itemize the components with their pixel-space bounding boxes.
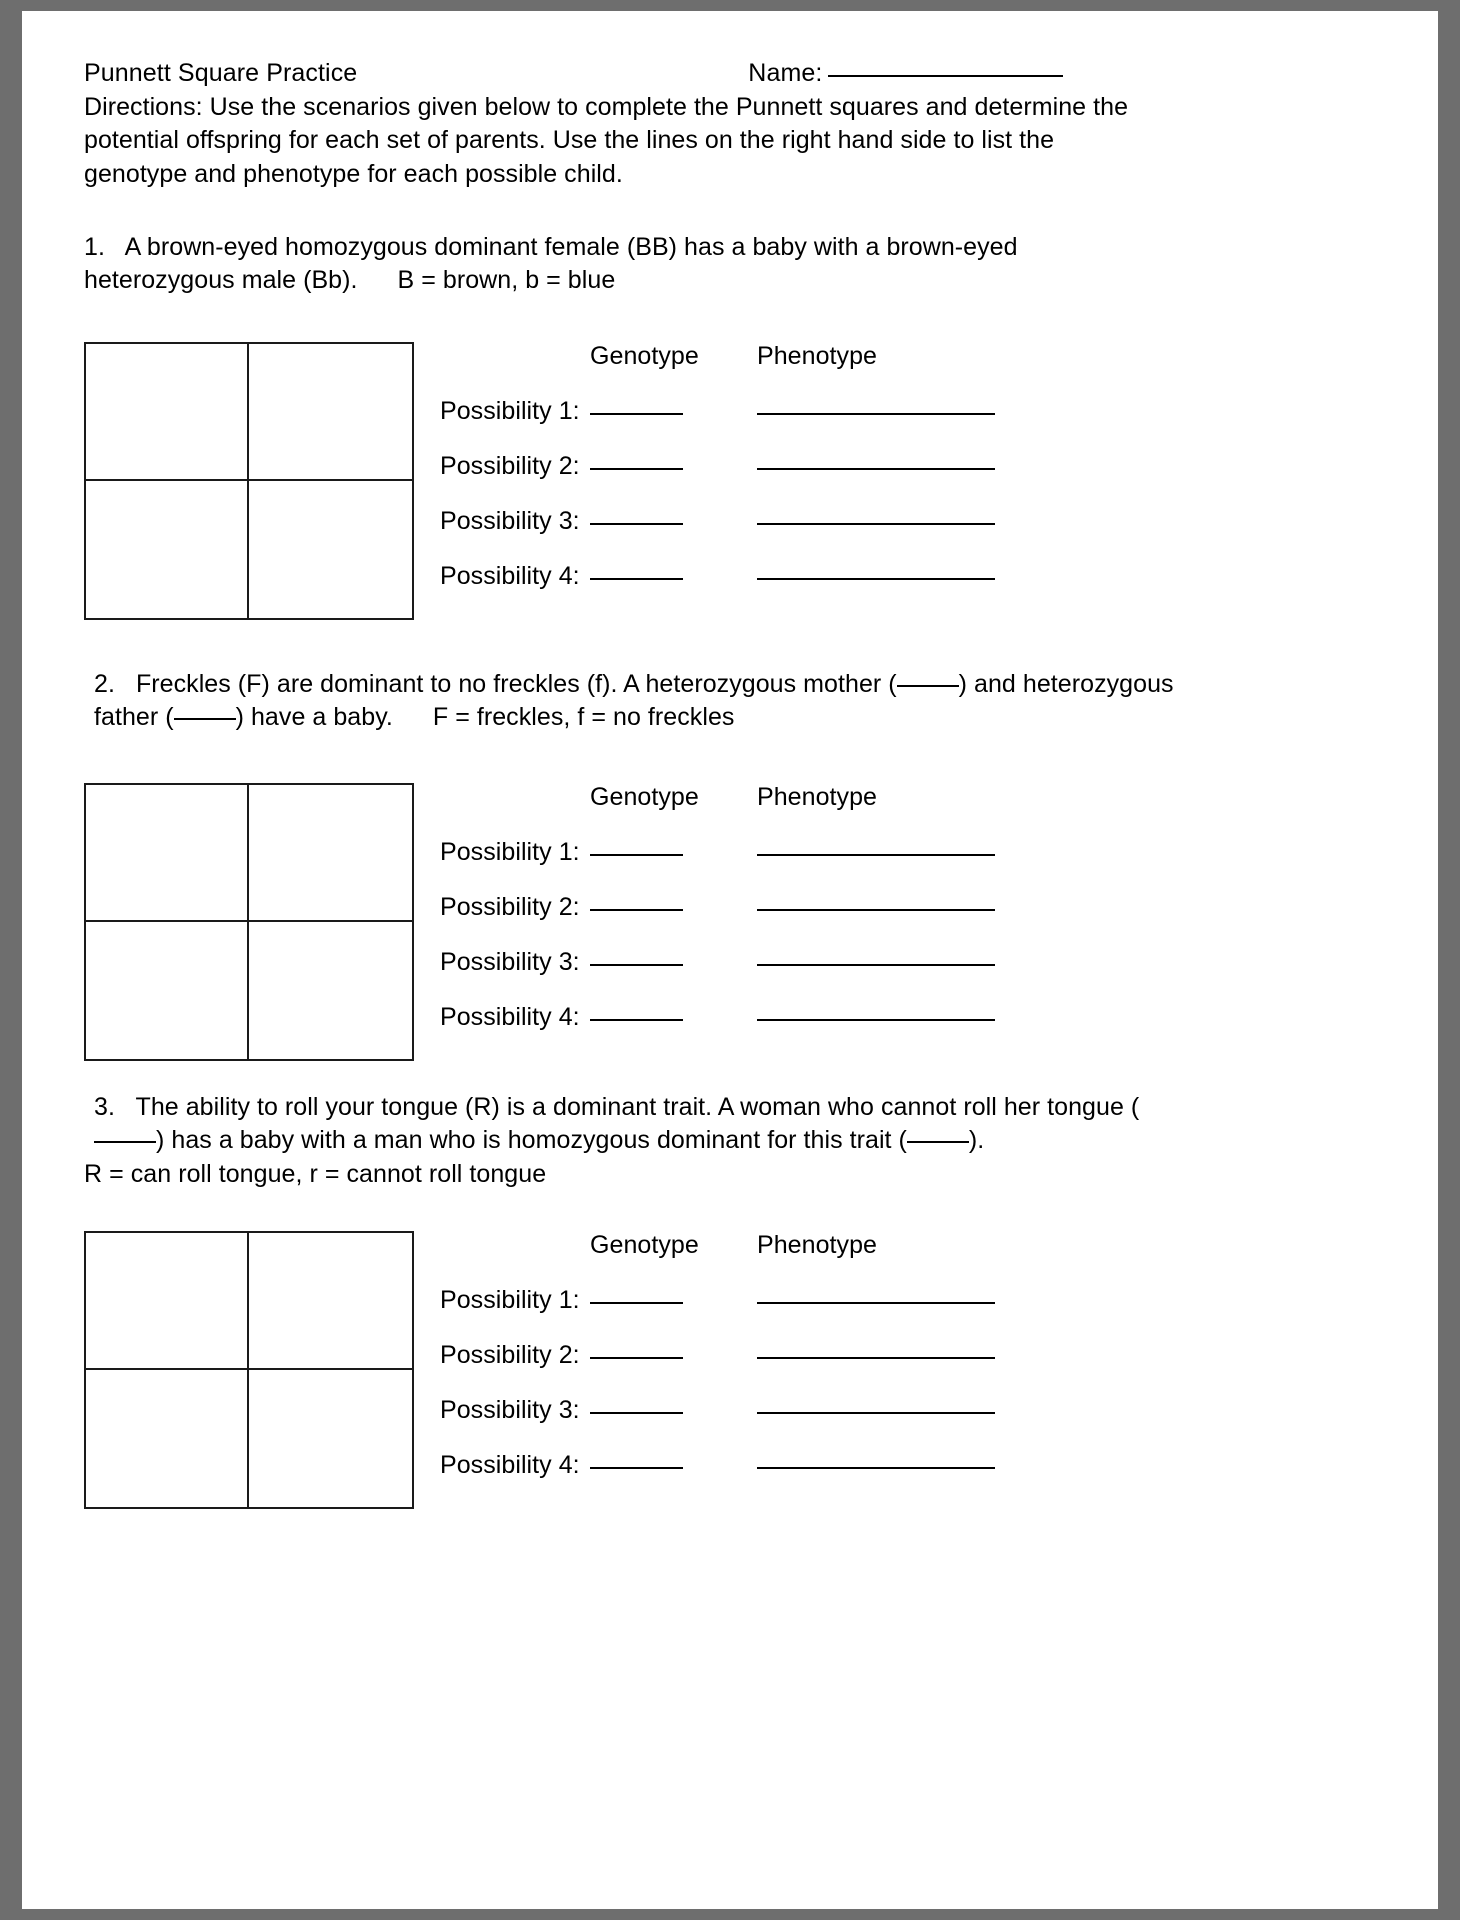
column-headers <box>440 783 1398 812</box>
possibility-label: Possibility 1: <box>440 837 580 866</box>
question-3-segment-2: ) has a baby with a man who is homozygous dominant for this trait ( <box>156 1126 907 1155</box>
question-1-key: B = brown, b = blue <box>397 266 616 295</box>
question-2-text <box>84 668 1174 735</box>
genotype-blank[interactable] <box>590 1412 683 1414</box>
possibility-row <box>440 452 1398 481</box>
question-2-segment-3: ) have a baby. <box>235 703 393 732</box>
genotype-blank[interactable] <box>590 413 683 415</box>
question-3-blank-man[interactable] <box>907 1141 969 1143</box>
possibility-row <box>440 1451 1398 1480</box>
phenotype-blank[interactable] <box>757 523 995 525</box>
possibility-row <box>440 1003 1398 1032</box>
possibility-label: Possibility 1: <box>440 396 580 425</box>
genotype-column-header: Genotype <box>590 341 699 370</box>
phenotype-column-header: Phenotype <box>757 1231 877 1260</box>
genotype-blank[interactable] <box>590 578 683 580</box>
question-3-segment-1: The ability to roll your tongue (R) is a dominant trait. A woman who cannot roll her tongue ( <box>135 1092 1140 1121</box>
possibility-row <box>440 507 1398 536</box>
punnett-square-1[interactable] <box>84 342 414 620</box>
page-title: Punnett Square Practice <box>84 59 358 87</box>
genotype-blank[interactable] <box>590 468 683 470</box>
question-2-segment-2: ) and heterozygous father ( <box>94 669 1174 732</box>
name-input-blank[interactable] <box>828 75 1063 77</box>
question-3-text <box>84 1091 1174 1158</box>
punnett-cell[interactable] <box>86 922 249 1059</box>
genotype-column-header: Genotype <box>590 782 699 811</box>
phenotype-blank[interactable] <box>757 964 995 966</box>
punnett-cell[interactable] <box>249 481 412 618</box>
worksheet-header <box>84 57 1398 90</box>
punnett-cell[interactable] <box>86 1233 249 1370</box>
possibility-row <box>440 562 1398 591</box>
punnett-square-2[interactable] <box>84 783 414 1061</box>
possibility-row <box>440 948 1398 977</box>
possibility-label: Possibility 4: <box>440 1002 580 1031</box>
possibility-row <box>440 1341 1398 1370</box>
directions-text: Directions: Use the scenarios given below to complete the Punnett squares and determine the potential offspring for each set of parents. Use the lines on the right hand side to list the genotype and phenotype for each possible child. <box>84 93 1129 188</box>
punnett-cell[interactable] <box>86 1370 249 1507</box>
question-3-number: 3. <box>94 1092 115 1121</box>
possibility-label: Possibility 2: <box>440 451 580 480</box>
punnett-cell[interactable] <box>249 1233 412 1370</box>
question-2-blank-father[interactable] <box>174 718 236 720</box>
question-2-work-area <box>84 783 1398 1061</box>
genotype-column-header: Genotype <box>590 1231 699 1260</box>
question-1-work-area <box>84 342 1398 620</box>
phenotype-column-header: Phenotype <box>757 782 877 811</box>
phenotype-blank[interactable] <box>757 413 995 415</box>
possibility-label: Possibility 3: <box>440 1396 580 1425</box>
question-2-key: F = freckles, f = no freckles <box>432 703 735 732</box>
question-2-number: 2. <box>94 669 115 698</box>
question-1-text <box>84 231 1174 298</box>
phenotype-blank[interactable] <box>757 1302 995 1304</box>
phenotype-blank[interactable] <box>757 909 995 911</box>
punnett-cell[interactable] <box>249 922 412 1059</box>
name-field-group <box>748 57 1063 90</box>
worksheet-content <box>84 57 1398 1509</box>
question-3-answers <box>440 1231 1398 1480</box>
question-2-answers <box>440 783 1398 1032</box>
punnett-cell[interactable] <box>249 785 412 922</box>
punnett-cell[interactable] <box>86 344 249 481</box>
question-3-blank-woman[interactable] <box>94 1141 156 1143</box>
possibility-row <box>440 838 1398 867</box>
punnett-cell[interactable] <box>249 344 412 481</box>
possibility-row <box>440 1396 1398 1425</box>
genotype-blank[interactable] <box>590 1467 683 1469</box>
question-1-number: 1. <box>84 232 105 261</box>
question-1-answers <box>440 342 1398 591</box>
punnett-cell[interactable] <box>86 785 249 922</box>
genotype-blank[interactable] <box>590 854 683 856</box>
column-headers <box>440 1231 1398 1260</box>
question-3-work-area <box>84 1231 1398 1509</box>
question-2-blank-mother[interactable] <box>897 685 959 687</box>
phenotype-blank[interactable] <box>757 854 995 856</box>
possibility-label: Possibility 2: <box>440 892 580 921</box>
phenotype-blank[interactable] <box>757 468 995 470</box>
question-1-body: A brown-eyed homozygous dominant female (BB) has a baby with a brown-eyed heterozygous male (Bb). <box>84 232 1018 295</box>
genotype-blank[interactable] <box>590 964 683 966</box>
question-2-segment-1: Freckles (F) are dominant to no freckles (f). A heterozygous mother ( <box>135 669 897 698</box>
possibility-label: Possibility 4: <box>440 561 580 590</box>
punnett-square-3[interactable] <box>84 1231 414 1509</box>
punnett-cell[interactable] <box>249 1370 412 1507</box>
question-3-key: R = can roll tongue, r = cannot roll tongue <box>84 1159 547 1188</box>
possibility-label: Possibility 4: <box>440 1451 580 1480</box>
possibility-label: Possibility 3: <box>440 947 580 976</box>
genotype-blank[interactable] <box>590 523 683 525</box>
punnett-cell[interactable] <box>86 481 249 618</box>
genotype-blank[interactable] <box>590 909 683 911</box>
phenotype-column-header: Phenotype <box>757 341 877 370</box>
worksheet-page <box>22 11 1438 1909</box>
question-3-segment-3: ). <box>968 1126 985 1155</box>
phenotype-blank[interactable] <box>757 578 995 580</box>
name-label: Name: <box>748 59 823 87</box>
possibility-row <box>440 893 1398 922</box>
genotype-blank[interactable] <box>590 1302 683 1304</box>
phenotype-blank[interactable] <box>757 1019 995 1021</box>
phenotype-blank[interactable] <box>757 1412 995 1414</box>
genotype-blank[interactable] <box>590 1357 683 1359</box>
possibility-label: Possibility 2: <box>440 1341 580 1370</box>
possibility-row <box>440 1286 1398 1315</box>
possibility-label: Possibility 1: <box>440 1286 580 1315</box>
possibility-row <box>440 397 1398 426</box>
phenotype-blank[interactable] <box>757 1467 995 1469</box>
genotype-blank[interactable] <box>590 1019 683 1021</box>
possibility-label: Possibility 3: <box>440 506 580 535</box>
column-headers <box>440 342 1398 371</box>
phenotype-blank[interactable] <box>757 1357 995 1359</box>
